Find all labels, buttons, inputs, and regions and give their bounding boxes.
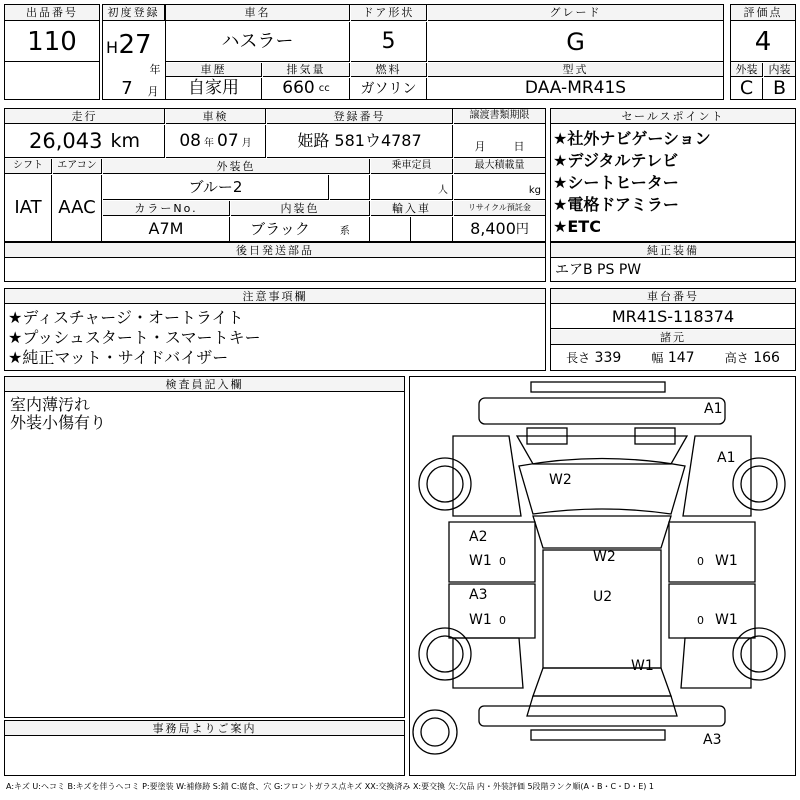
ac-label: エアコン xyxy=(53,159,102,174)
mark-rear-bumper: A3 xyxy=(703,732,722,748)
sales-point: ★ETC xyxy=(553,217,601,236)
mark-front-right-door-z: 0 xyxy=(697,555,704,568)
recycle-unit: 円 xyxy=(515,221,529,237)
legend: A:キズ U:ヘコミ B:キズを伴うヘコミ P:要塗装 W:補修跡 S:錆 C:腐食、穴 G:フロントガラス点キズ XX:交換済み X:要交換 欠:欠品 内・外装評価 5段階ランク順(A・B・C・D・E) 1 xyxy=(6,782,655,791)
first-reg-label: 初度登録 xyxy=(103,5,165,21)
inspector-note: 室内薄汚れ xyxy=(10,395,91,414)
body-color: ブルー2 xyxy=(103,175,329,200)
mark-hood: W2 xyxy=(549,472,572,488)
mileage: 26,043 xyxy=(29,128,103,153)
month-suffix: 月 xyxy=(147,84,159,98)
int-grade: B xyxy=(772,78,787,99)
note-item: ★純正マット・サイドバイザー xyxy=(8,348,229,367)
import-label: 輸入車 xyxy=(371,201,453,216)
length-label: 長さ xyxy=(566,351,591,365)
mark-rear-right-door-z: 0 xyxy=(697,614,704,627)
mark-front-right: A1 xyxy=(717,450,736,466)
doors-label: ドア形状 xyxy=(351,5,427,21)
mark-roof: W2 xyxy=(593,549,616,565)
shift-label: シフト xyxy=(5,159,52,174)
length-value: 339 xyxy=(594,350,622,366)
note-item: ★ディスチャージ・オートライト xyxy=(8,308,244,327)
lot-number: 110 xyxy=(5,22,99,62)
specs-label: 諸元 xyxy=(551,330,795,345)
model-code: DAA-MR41S xyxy=(524,78,627,98)
genuine-label: 純正装備 xyxy=(551,243,795,258)
import-cell-a xyxy=(371,217,411,241)
mileage-label: 走行 xyxy=(5,109,165,124)
displacement: 660 xyxy=(282,78,315,98)
import-cell-b xyxy=(412,217,453,241)
ext-label: 外装 xyxy=(731,63,763,77)
air-conditioner: AAC xyxy=(53,175,102,241)
ext-grade: C xyxy=(731,78,763,99)
sales-point: ★デジタルテレビ xyxy=(553,151,679,170)
mark-front-left-door: A2 xyxy=(469,529,488,545)
load-unit: kg xyxy=(454,175,545,200)
recycle-cell xyxy=(454,217,545,241)
grade: G xyxy=(428,22,723,62)
mark-front-bumper: A1 xyxy=(704,401,723,417)
year-suffix: 年 xyxy=(149,62,161,76)
displacement-label: 排気量 xyxy=(263,63,350,77)
shift: IAT xyxy=(5,175,52,241)
doors: 5 xyxy=(351,22,427,62)
sales-point: ★社外ナビゲーション xyxy=(553,129,711,148)
color-label: 外装色 xyxy=(103,159,370,174)
interior-color-suffix: 系 xyxy=(339,226,350,237)
transfer-month: 月 xyxy=(474,139,486,153)
grade-label: グレード xyxy=(428,5,723,21)
score-label: 評価点 xyxy=(731,5,795,21)
lot-label: 出品番号 xyxy=(5,5,99,21)
mark-roof-rear: U2 xyxy=(593,589,613,605)
color-number: A7M xyxy=(103,217,230,241)
interior-color-cell xyxy=(231,217,370,241)
insp-year: 08 xyxy=(179,130,201,151)
spec-width xyxy=(651,351,694,365)
chassis-label: 車台番号 xyxy=(551,289,795,304)
mark-front-left-door-z: 0 xyxy=(499,555,506,568)
inspection-label: 車検 xyxy=(166,109,266,124)
spec-height xyxy=(725,351,780,365)
chassis-number: MR41S-118374 xyxy=(551,305,795,329)
int-label: 内装 xyxy=(764,63,795,77)
recycle-label: リサイクル預託金 xyxy=(454,201,545,216)
capacity-label: 乗車定員 xyxy=(371,159,453,174)
plate: 姫路 581ウ4787 xyxy=(267,125,453,158)
transfer-day: 日 xyxy=(513,139,525,153)
car-damage-diagram xyxy=(409,376,796,776)
insp-month: 07 xyxy=(217,130,239,151)
interior-color: ブラック xyxy=(250,219,310,238)
load-label: 最大積載量 xyxy=(454,159,545,174)
mileage-unit: km xyxy=(110,129,140,152)
height-value: 166 xyxy=(753,350,780,366)
recycle-fee: 8,400 xyxy=(470,219,516,238)
width-value: 147 xyxy=(667,350,695,366)
displacement-cell xyxy=(263,78,350,99)
mark-rear-left-door-z: 0 xyxy=(499,614,506,627)
specs-row xyxy=(551,346,795,370)
first-reg-year: 27 xyxy=(118,30,152,60)
inspection-cell xyxy=(166,125,266,158)
note-item: ★プッシュスタート・スマートキー xyxy=(8,328,261,347)
displacement-unit: cc xyxy=(318,82,330,94)
mark-rear-left-door: A3 xyxy=(469,587,488,603)
sales-points-label: セールスポイント xyxy=(551,109,795,124)
inspector-note: 外装小傷有り xyxy=(10,413,107,432)
spec-length xyxy=(566,351,621,365)
interior-color-label: 内装色 xyxy=(231,201,370,216)
plate-label: 登録番号 xyxy=(267,109,453,124)
inspector-label: 検査員記入欄 xyxy=(5,377,404,392)
notes-label: 注意事項欄 xyxy=(5,289,545,304)
capacity-unit: 人 xyxy=(371,175,453,200)
transfer-cell xyxy=(454,125,545,158)
history-label: 車歴 xyxy=(166,63,262,77)
sales-point: ★シートヒーター xyxy=(553,173,679,192)
color-no-label: カラーNo. xyxy=(103,201,230,216)
mark-rear-left-door-w: W1 xyxy=(469,612,492,628)
color-extra xyxy=(330,175,370,200)
model-label: 型式 xyxy=(428,63,723,77)
sales-point: ★電格ドアミラー xyxy=(553,195,679,214)
fuel: ガソリン xyxy=(351,78,427,99)
first-reg-month: 7 xyxy=(121,80,133,98)
car-name: ハスラー xyxy=(166,22,350,62)
fuel-label: 燃料 xyxy=(351,63,427,77)
mark-rear-right-quarter: W1 xyxy=(631,658,654,674)
transfer-label: 譲渡書類期限 xyxy=(454,109,545,124)
history: 自家用 xyxy=(166,78,262,99)
mark-rear-right-door-w: W1 xyxy=(715,612,738,628)
mark-front-left-door-w: W1 xyxy=(469,553,492,569)
car-name-label: 車名 xyxy=(166,5,350,21)
insp-month-suffix: 月 xyxy=(241,138,252,149)
mark-front-right-door-w: W1 xyxy=(715,553,738,569)
genuine-equipment: エアB PS PW xyxy=(555,262,642,278)
office-label: 事務局よりご案内 xyxy=(5,721,404,736)
score: 4 xyxy=(731,22,795,62)
insp-year-suffix: 年 xyxy=(204,138,214,149)
later-parts-label: 後日発送部品 xyxy=(5,243,545,258)
height-label: 高さ xyxy=(724,351,749,365)
era: H xyxy=(106,38,118,57)
width-label: 幅 xyxy=(651,351,664,365)
mileage-cell xyxy=(5,125,165,158)
